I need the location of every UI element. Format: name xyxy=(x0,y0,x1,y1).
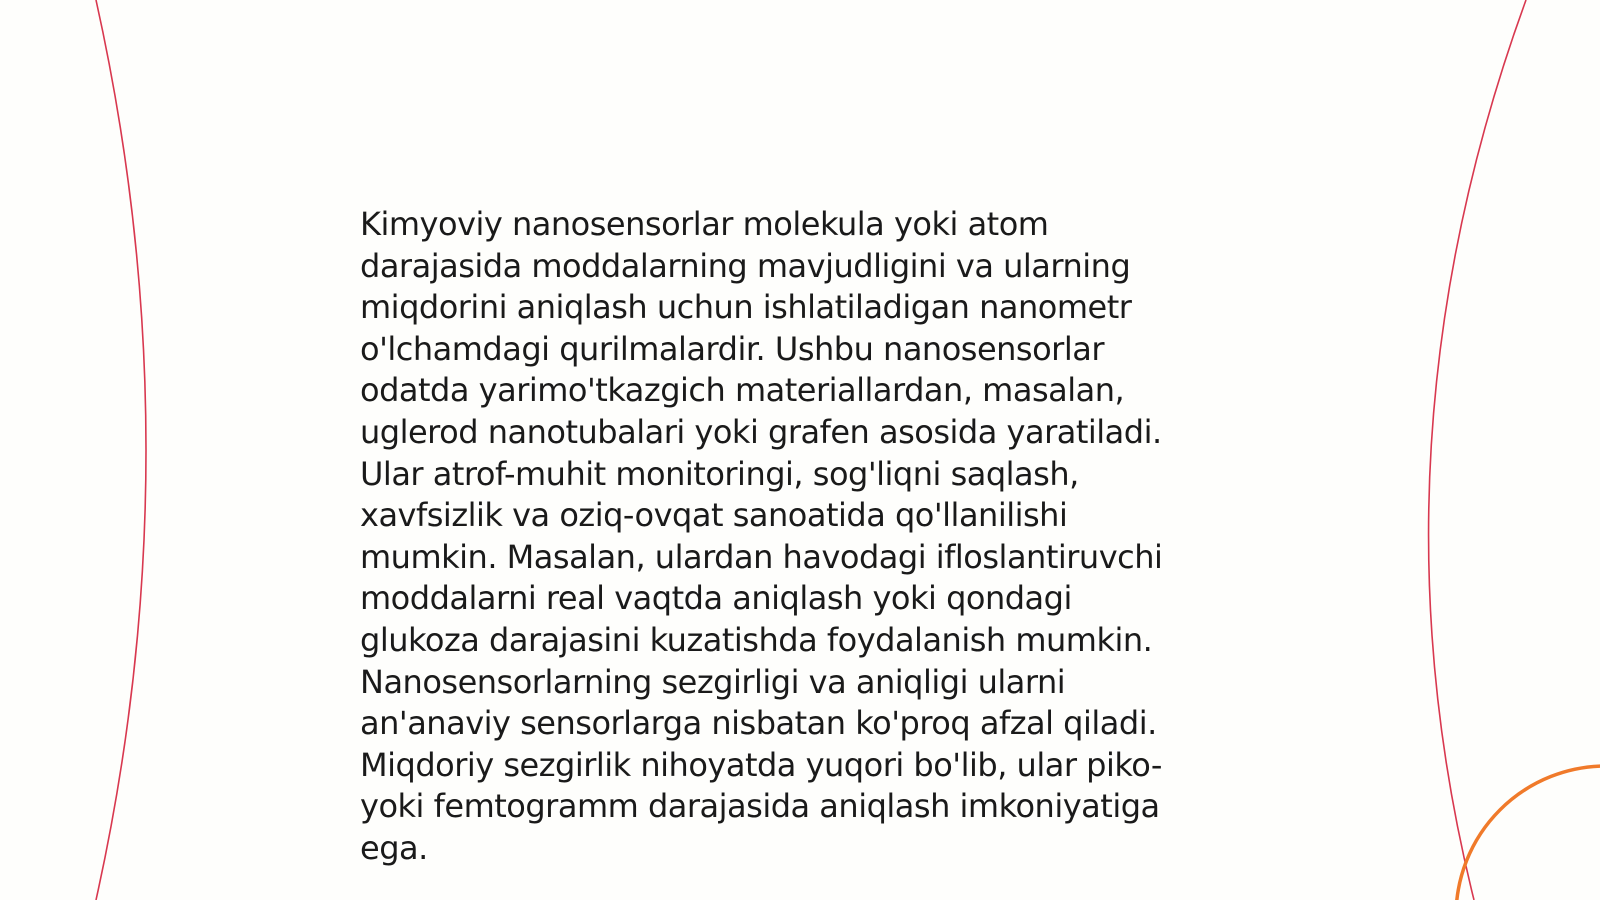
body-paragraph: Kimyoviy nanosensorlar molekula yoki atom darajasida moddalarning mavjudligini va ularning miqdorini aniqlash uchun ishlatiladigan nanometr o'lchamdagi qurilmalardir. Ushbu nanosensorlar odatda yarimo'tkazgich materiallardan, masalan, uglerod nanotubalari yoki grafen asosida yaratiladi. Ular atrof-muhit monitoringi, sog'liqni saqlash, xavfsizlik va oziq-ovqat sanoatida qo'llanilishi mumkin. Masalan, ulardan havodagi ifloslantiruvchi moddalarni real vaqtda aniqlash yoki qondagi glukoza darajasini kuzatishda foydalanish mumkin. Nanosensorlarning sezgirligi va aniqligi ularni an'anaviy sensorlarga nisbatan ko'proq afzal qiladi. Miqdoriy sezgirlik nihoyatda yuqori bo'lib, ular piko- yoki femtogramm darajasida aniqlash imkoniyatiga ega. xyxy=(360,205,1163,867)
orange-circle-arc xyxy=(1456,766,1600,900)
left-arc xyxy=(96,0,146,900)
right-arc xyxy=(1429,0,1526,900)
